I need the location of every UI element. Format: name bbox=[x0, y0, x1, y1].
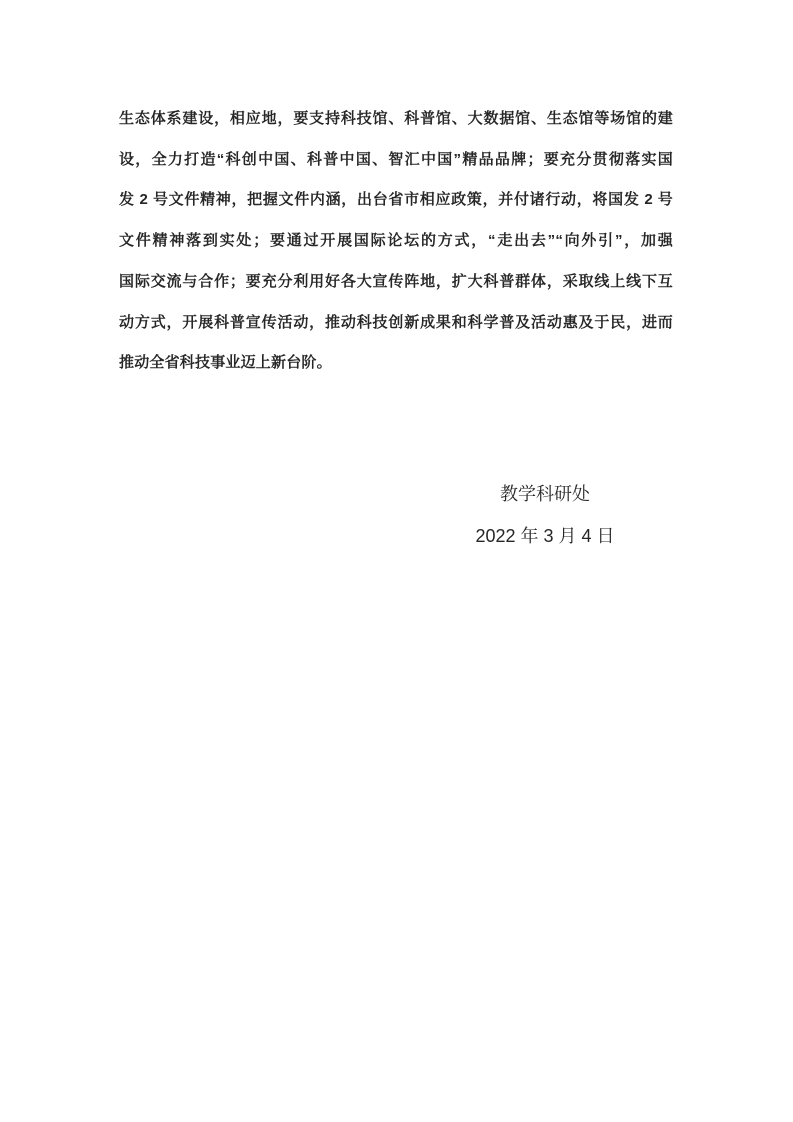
paragraph-line-1: 生态体系建设，相应地，要支持科技馆、科普馆、大数据馆、生态馆等场馆的建 bbox=[119, 110, 673, 127]
signature-date: 2022 年 3 月 4 日 bbox=[475, 526, 615, 546]
signature-block bbox=[425, 473, 665, 557]
paragraph-line-3: 发 2 号文件精神，把握文件内涵，出台省市相应政策，并付诸行动，将国发 2 号 bbox=[119, 191, 673, 209]
paragraph-line-2: 设，全力打造“科创中国、科普中国、智汇中国”精品品牌；要充分贯彻落实国 bbox=[119, 150, 673, 168]
paragraph-line-4: 文件精神落到实处；要通过开展国际论坛的方式，“走出去”“向外引”，加强 bbox=[119, 232, 673, 250]
paragraph-line-5: 国际交流与合作；要充分利用好各大宣传阵地，扩大科普群体，采取线上线下互 bbox=[119, 272, 673, 290]
body-paragraph bbox=[119, 99, 673, 384]
paragraph-line-7: 推动全省科技事业迈上新台阶。 bbox=[119, 354, 332, 372]
paragraph-line-6: 动方式，开展科普宣传活动，推动科技创新成果和科学普及活动惠及于民，进而 bbox=[119, 313, 673, 331]
signature-department: 教学科研处 bbox=[500, 484, 590, 504]
